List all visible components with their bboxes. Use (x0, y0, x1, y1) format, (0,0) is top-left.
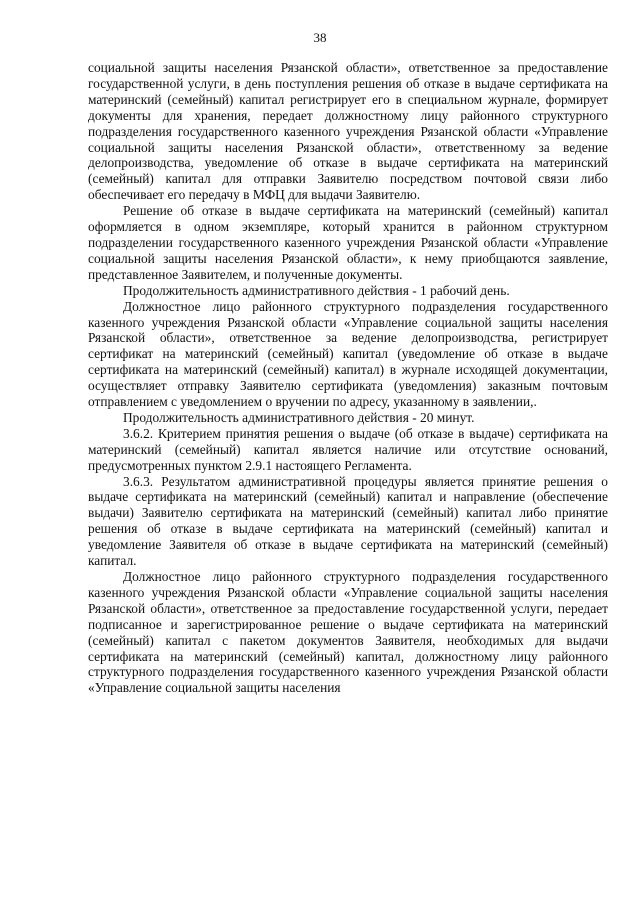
paragraph: 3.6.2. Критерием принятия решения о выдаче (об отказе в выдаче) сертификата на материнский (семейный) капитал является наличие или отсутствие оснований, предусмотренных пунктом 2.9.1 настоящего Регламента. (88, 425, 608, 473)
paragraph: Решение об отказе в выдаче сертификата на материнский (семейный) капитал оформляется в одном экземпляре, который хранится в районном структурном подразделении государственного казенного учреждения Рязанской области «Управление социальной защиты населения Рязанской области», к нему приобщаются заявление, представленное Заявителем, и полученные документы. (88, 203, 608, 282)
paragraph: Продолжительность административного действия - 1 рабочий день. (123, 282, 510, 298)
paragraph: Продолжительность административного действия - 20 минут. (123, 409, 475, 425)
paragraph: 3.6.3. Результатом административной процедуры является принятие решения о выдаче сертификата на материнский (семейный) капитал и направление (обеспечение выдачи) Заявителю сертификата на материнский (семейный) капитал либо принятие решения об отказе в выдаче сертификата на материнский (семейный) капитал и уведомление Заявителя об отказе в выдаче сертификата на материнский (семейный) капитал. (88, 473, 608, 569)
paragraph: Должностное лицо районного структурного подразделения государственного казенного учреждения Рязанской области «Управление социальной защиты населения Рязанской области», ответственное за предоставление государственной услуги, передает подписанное и зарегистрированное решение о выдаче сертификата на материнский (семейный) капитал с пакетом документов Заявителя, необходимых для выдачи сертификата на материнский (семейный) капитал, должностному лицу районного структурного подразделения государственного казенного учреждения Рязанской области «Управление социальной защиты населения (88, 569, 608, 696)
page-number: 38 (313, 30, 327, 45)
paragraph: социальной защиты населения Рязанской области», ответственное за предоставление государственной услуги, в день поступления решения об отказе в выдаче сертификата на материнский (семейный) капитал регистрирует его в специальном журнале, формирует документы для хранения, передает должностному лицу районного структурного подразделения государственного казенного учреждения Рязанской области «Управление социальной защиты населения Рязанской области», ответственному за ведение делопроизводства, уведомление об отказе в выдаче сертификата на материнский (семейный) капитал для отправки Заявителю посредством почтовой связи либо обеспечивает его передачу в МФЦ для выдачи Заявителю. (88, 60, 608, 203)
paragraph: Должностное лицо районного структурного подразделения государственного казенного учреждения Рязанской области «Управление социальной защиты населения Рязанской области», ответственное за ведение делопроизводства, регистрирует сертификат на материнский (семейный) капитал (уведомление об отказе в выдаче сертификата на материнский (семейный) капитал) в журнале исходящей документации, осуществляет отправку Заявителю сертификата (уведомления) заказным почтовым отправлением с уведомлением о вручении по адресу, указанному в заявлении,. (88, 298, 608, 410)
document-body (88, 60, 608, 696)
